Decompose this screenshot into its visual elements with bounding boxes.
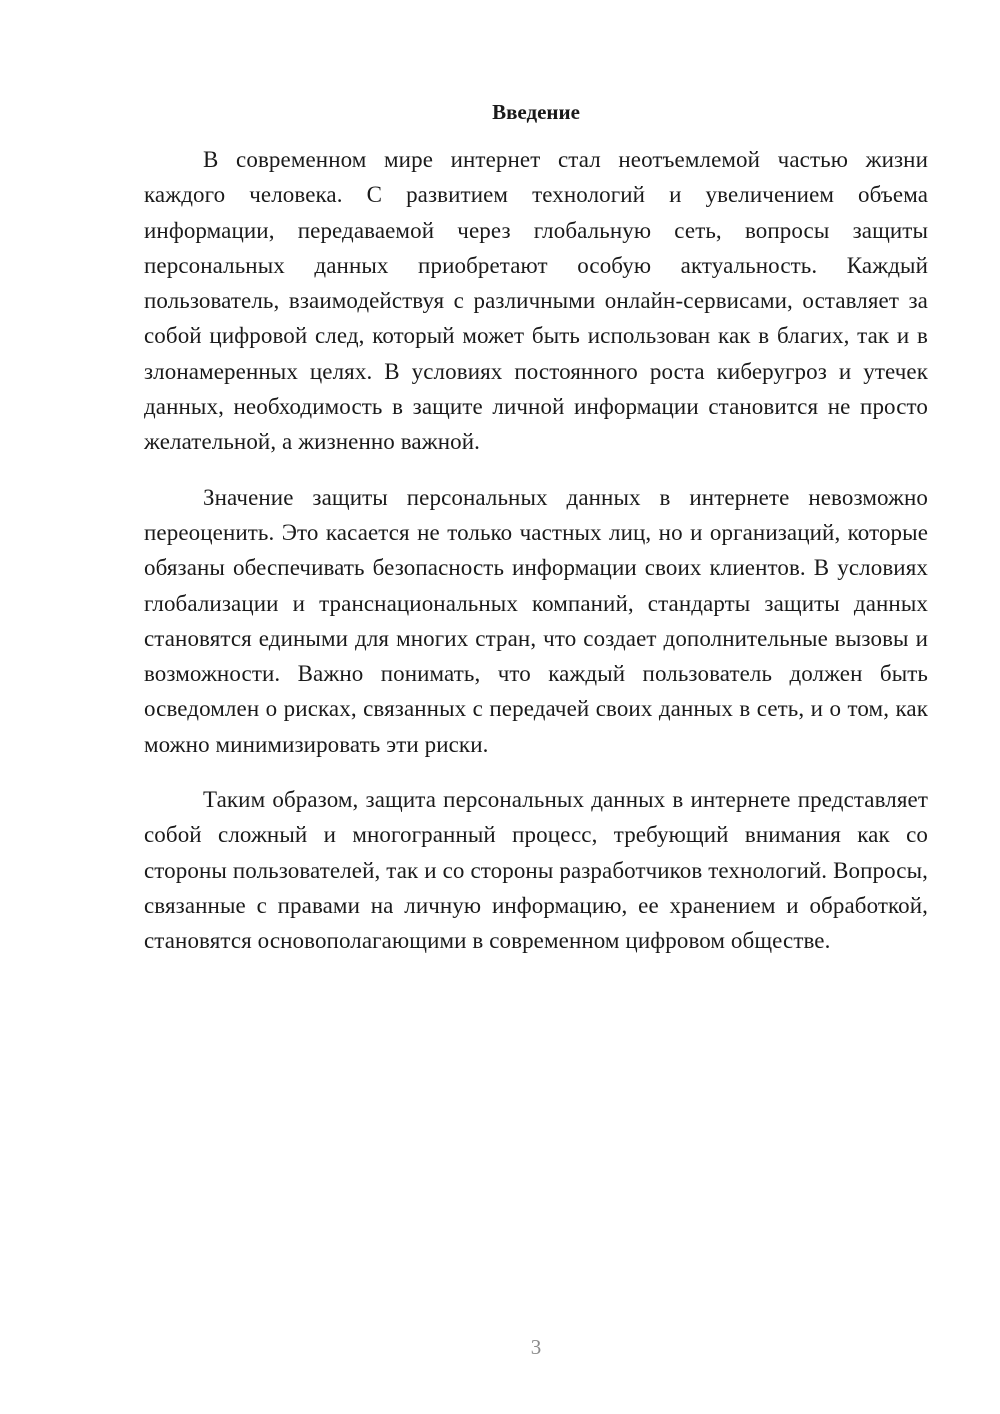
section-title: Введение	[492, 100, 580, 124]
paragraph-1: В современном мире интернет стал неотъемлемой частью жизни каждого человека. С развитием технологий и увеличением объема информации, передаваемой через глобальную сеть, вопросы защиты персональных данных приобретают особую актуальность. Каждый пользователь, взаимодействуя с различными онлайн-сервисами, оставляет за собой цифровой след, который может быть использован как в благих, так и в злонамеренных целях. В условиях постоянного роста киберугроз и утечек данных, необходимость в защите личной информации становится не просто желательной, а жизненно важной.	[144, 147, 928, 455]
body-text	[144, 142, 928, 979]
paragraph-3: Таким образом, защита персональных данных в интернете представляет собой сложный и многогранный процесс, требующий внимания как со стороны пользователей, так и со стороны разработчиков технологий. Вопросы, связанные с правами на личную информацию, ее хранением и обработкой, становятся основополагающими в современном цифровом обществе.	[144, 787, 928, 954]
page-number: 3	[530, 1335, 542, 1359]
paragraph-2: Значение защиты персональных данных в интернете невозможно переоценить. Это касается не только частных лиц, но и организаций, которые обязаны обеспечивать безопасность информации своих клиентов. В условиях глобализации и транснациональных компаний, стандарты защиты данных становятся едиными для многих стран, что создает дополнительные вызовы и возможности. Важно понимать, что каждый пользователь должен быть осведомлен о рисках, связанных с передачей своих данных в сеть, и о том, как можно минимизировать эти риски.	[144, 484, 928, 757]
